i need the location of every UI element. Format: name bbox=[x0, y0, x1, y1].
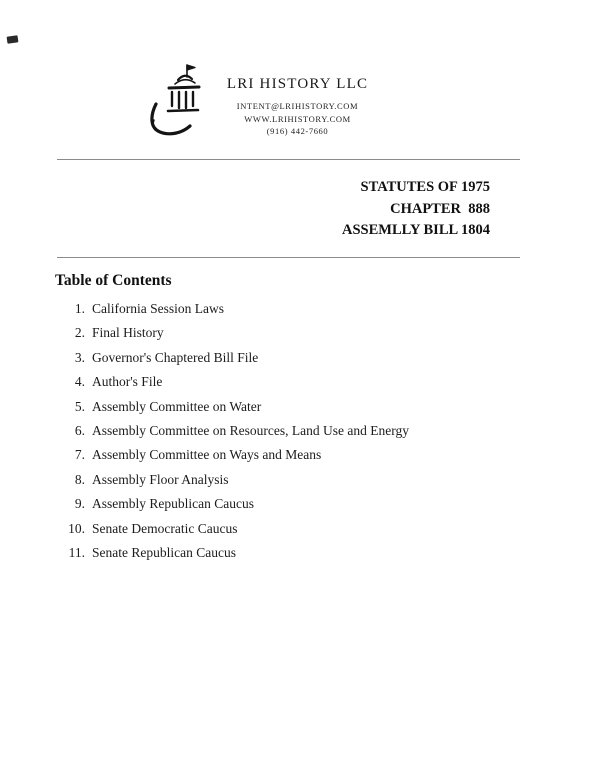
toc-list bbox=[55, 301, 535, 569]
toc-item bbox=[55, 447, 535, 471]
toc-item-label: Author's File bbox=[92, 374, 163, 390]
company-phone: (916) 442-7660 bbox=[266, 126, 329, 136]
toc-item bbox=[55, 374, 535, 398]
toc-item-number: 9. bbox=[74, 496, 85, 512]
toc-item-number: 11. bbox=[68, 544, 85, 560]
toc-heading: Table of Contents bbox=[55, 272, 172, 289]
toc-item bbox=[55, 545, 535, 569]
toc-item-label: Assembly Republican Caucus bbox=[92, 496, 254, 512]
toc-item-label: California Session Laws bbox=[92, 301, 224, 316]
divider-bottom bbox=[57, 257, 520, 258]
divider-top bbox=[57, 159, 520, 160]
toc-item-label: Governor's Chaptered Bill File bbox=[92, 349, 259, 365]
toc-item-number: 4. bbox=[74, 374, 85, 390]
case-info bbox=[342, 177, 490, 242]
toc-item-label: Final History bbox=[92, 325, 164, 341]
letterhead bbox=[195, 76, 400, 138]
toc-item bbox=[55, 423, 535, 447]
toc-item bbox=[55, 521, 535, 545]
statutes-line: STATUTES OF 1975 bbox=[360, 179, 490, 195]
toc-item bbox=[55, 472, 535, 496]
company-name: LRI HISTORY LLC bbox=[226, 76, 369, 92]
toc-item bbox=[55, 399, 535, 423]
toc-item-label: Senate Republican Caucus bbox=[92, 544, 236, 560]
toc-item-number: 6. bbox=[74, 422, 85, 438]
toc-item-label: Senate Democratic Caucus bbox=[92, 520, 238, 536]
toc-item-number: 8. bbox=[74, 471, 85, 487]
toc-item bbox=[55, 496, 535, 520]
bill-line: ASSEMLLY BILL 1804 bbox=[341, 222, 490, 238]
toc-item-label: Assembly Committee on Resources, Land Use and Energy bbox=[92, 422, 409, 438]
scan-artifact bbox=[7, 35, 19, 43]
company-website: WWW.LRIHISTORY.COM bbox=[244, 113, 351, 124]
toc-item-label: Assembly Committee on Ways and Means bbox=[92, 447, 322, 463]
toc-item-number: 7. bbox=[74, 447, 85, 463]
company-email: INTENT@LRIHISTORY.COM bbox=[236, 101, 359, 111]
toc-item bbox=[55, 325, 535, 349]
toc-item bbox=[55, 301, 535, 325]
toc-item-label: Assembly Floor Analysis bbox=[92, 471, 229, 487]
chapter-line: CHAPTER 888 bbox=[390, 200, 490, 217]
toc-item-number: 5. bbox=[74, 398, 85, 414]
toc-item-label: Assembly Committee on Water bbox=[92, 398, 262, 414]
toc-item-number: 3. bbox=[74, 349, 85, 365]
toc-item-number: 1. bbox=[74, 301, 85, 316]
toc-item-number: 2. bbox=[74, 325, 85, 341]
toc-item bbox=[55, 350, 535, 374]
toc-item-number: 10. bbox=[68, 520, 85, 536]
